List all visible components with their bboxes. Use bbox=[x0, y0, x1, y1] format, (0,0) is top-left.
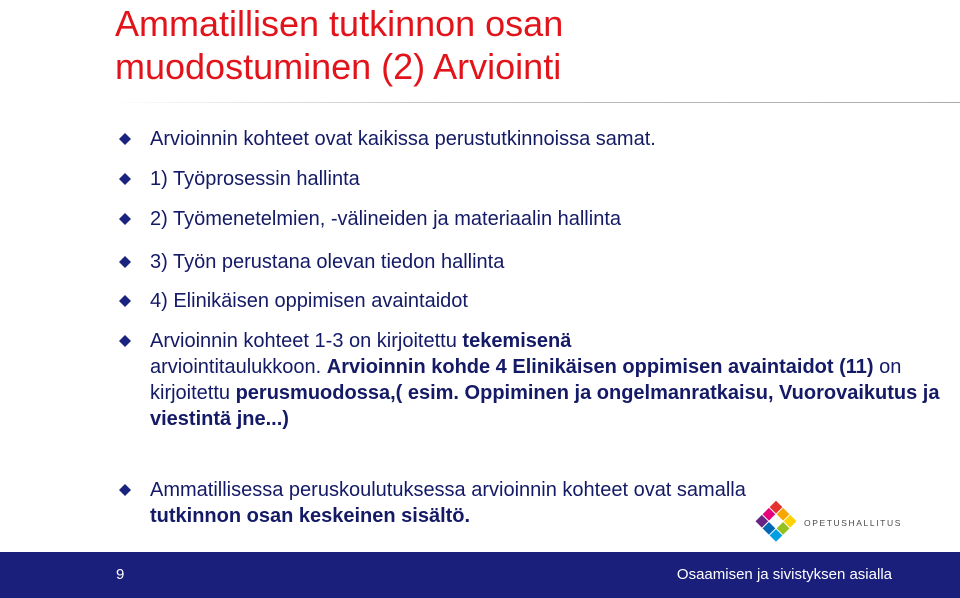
text-run: arviointitaulukkoon. bbox=[150, 356, 327, 378]
svg-text:OPETUSHALLITUS: OPETUSHALLITUS bbox=[804, 518, 902, 528]
diamond-bullet-icon bbox=[119, 173, 131, 185]
title-divider bbox=[112, 102, 960, 103]
footer-bar bbox=[0, 552, 960, 598]
text-run-bold: Arvioinnin kohde 4 Elinikäisen oppimisen avaintaidot (11) bbox=[326, 356, 874, 378]
footer-text: Osaamisen ja sivistyksen asialla bbox=[676, 566, 892, 583]
text-run-bold: tekemisenä bbox=[462, 330, 572, 352]
diamond-bullet-icon bbox=[119, 133, 131, 145]
diamond-bullet-icon bbox=[119, 295, 131, 307]
text-run: Ammatillisessa peruskoulutuksessa arvioinnin kohteet ovat samalla bbox=[150, 479, 746, 501]
diamond-bullet-icon bbox=[119, 213, 131, 225]
bullet-text: 1) Työprosessin hallinta bbox=[150, 168, 360, 190]
bullet-text: Arvioinnin kohteet ovat kaikissa perustutkinnoissa samat. bbox=[150, 128, 656, 150]
bullet-text: 4) Elinikäisen oppimisen avaintaidot bbox=[150, 290, 468, 312]
text-run: Arvioinnin kohteet 1-3 on kirjoitettu bbox=[150, 330, 463, 352]
opetushallitus-logo-icon bbox=[752, 497, 902, 547]
bullet-text: 2) Työmenetelmien, -välineiden ja materiaalin hallinta bbox=[150, 208, 621, 230]
text-run: on kirjoitettu bbox=[150, 356, 902, 404]
page-number: 9 bbox=[116, 566, 125, 583]
bullet-text: 3) Työn perustana olevan tiedon hallinta bbox=[150, 251, 505, 273]
text-run-bold: perusmuodossa,( esim. Oppiminen ja ongelmanratkaisu, Vuorovaikutus ja viestintä jne...) bbox=[150, 382, 940, 430]
diamond-bullet-icon bbox=[119, 335, 131, 347]
text-run-bold: tutkinnon osan keskeinen sisältö. bbox=[150, 505, 471, 527]
slide-title: Ammatillisen tutkinnon osan muodostuminen (2) Arviointi bbox=[115, 3, 564, 87]
bullet-text bbox=[150, 328, 950, 432]
diamond-bullet-icon bbox=[119, 484, 131, 496]
opetushallitus-logo bbox=[752, 497, 902, 547]
diamond-bullet-icon bbox=[119, 256, 131, 268]
